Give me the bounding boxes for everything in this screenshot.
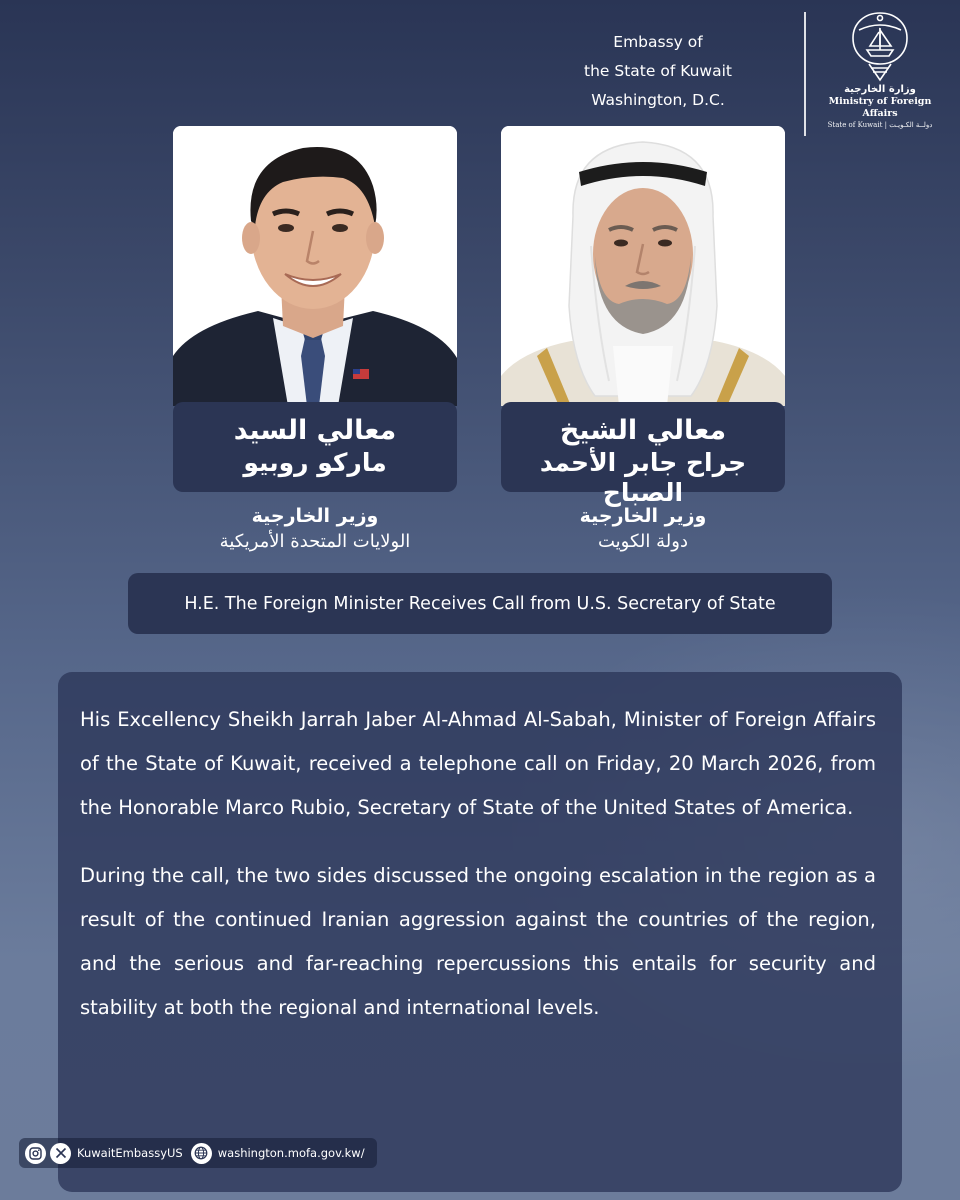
jarrah-role-title: وزير الخارجية (579, 505, 707, 527)
header-line3: Washington, D.C. (591, 91, 725, 109)
logo-sub-en: State of Kuwait (827, 121, 883, 129)
jarrah-name: جراح جابر الأحمد الصباح (539, 448, 747, 507)
globe-icon (191, 1143, 212, 1164)
logo-arabic: وزارة الخارجية (844, 84, 916, 95)
header-line2: the State of Kuwait (584, 62, 732, 80)
social-footer (19, 1138, 377, 1168)
logo-sub-ar: دولــة الكـويـت (889, 121, 933, 129)
rubio-photo (173, 126, 457, 406)
rubio-name: ماركو روبيو (243, 448, 387, 477)
jarrah-title: معالي الشيخ (559, 415, 727, 446)
rubio-title: معالي السيد (233, 415, 397, 446)
rubio-name-box (173, 402, 457, 492)
rubio-role (173, 503, 457, 555)
rubio-country: الولايات المتحدة الأمريكية (219, 531, 411, 552)
body-paragraph-2: During the call, the two sides discussed the ongoing escalation in the region as a result of the continued Iranian aggression against the countries of the region, and the serious and far-reaching repercussions this entails for security and stability at both the regional and international levels. (80, 864, 876, 1019)
x-icon[interactable] (50, 1143, 71, 1164)
website-link[interactable]: washington.mofa.gov.kw/ (217, 1146, 365, 1160)
logo-english: Ministry of Foreign Affairs (828, 96, 932, 119)
jarrah-card (501, 126, 785, 507)
ministry-logo (815, 10, 945, 135)
instagram-icon[interactable] (25, 1143, 46, 1164)
embassy-header (528, 28, 788, 115)
jarrah-country: دولة الكويت (598, 531, 688, 552)
headline-bar: H.E. The Foreign Minister Receives Call from U.S. Secretary of State (128, 573, 832, 634)
jarrah-role (501, 503, 785, 555)
jarrah-photo (501, 126, 785, 406)
social-handle[interactable]: KuwaitEmbassyUS (77, 1146, 183, 1160)
rubio-card (173, 126, 457, 492)
body-paragraph-1: His Excellency Sheikh Jarrah Jaber Al-Ahmad Al-Sabah, Minister of Foreign Affairs of the State of Kuwait, received a telephone call on Friday, 20 March 2026, from the Honorable Marco Rubio, Secretary of State of the United States of America. (80, 708, 876, 819)
jarrah-name-box (501, 402, 785, 507)
rubio-role-title: وزير الخارجية (251, 505, 379, 527)
emblem-icon (845, 10, 915, 84)
logo-subtitle: State of Kuwait | دولــة الكـويـت (827, 121, 933, 129)
header-line1: Embassy of (613, 33, 703, 51)
header-divider (804, 12, 806, 136)
body-text-box (58, 672, 902, 1192)
